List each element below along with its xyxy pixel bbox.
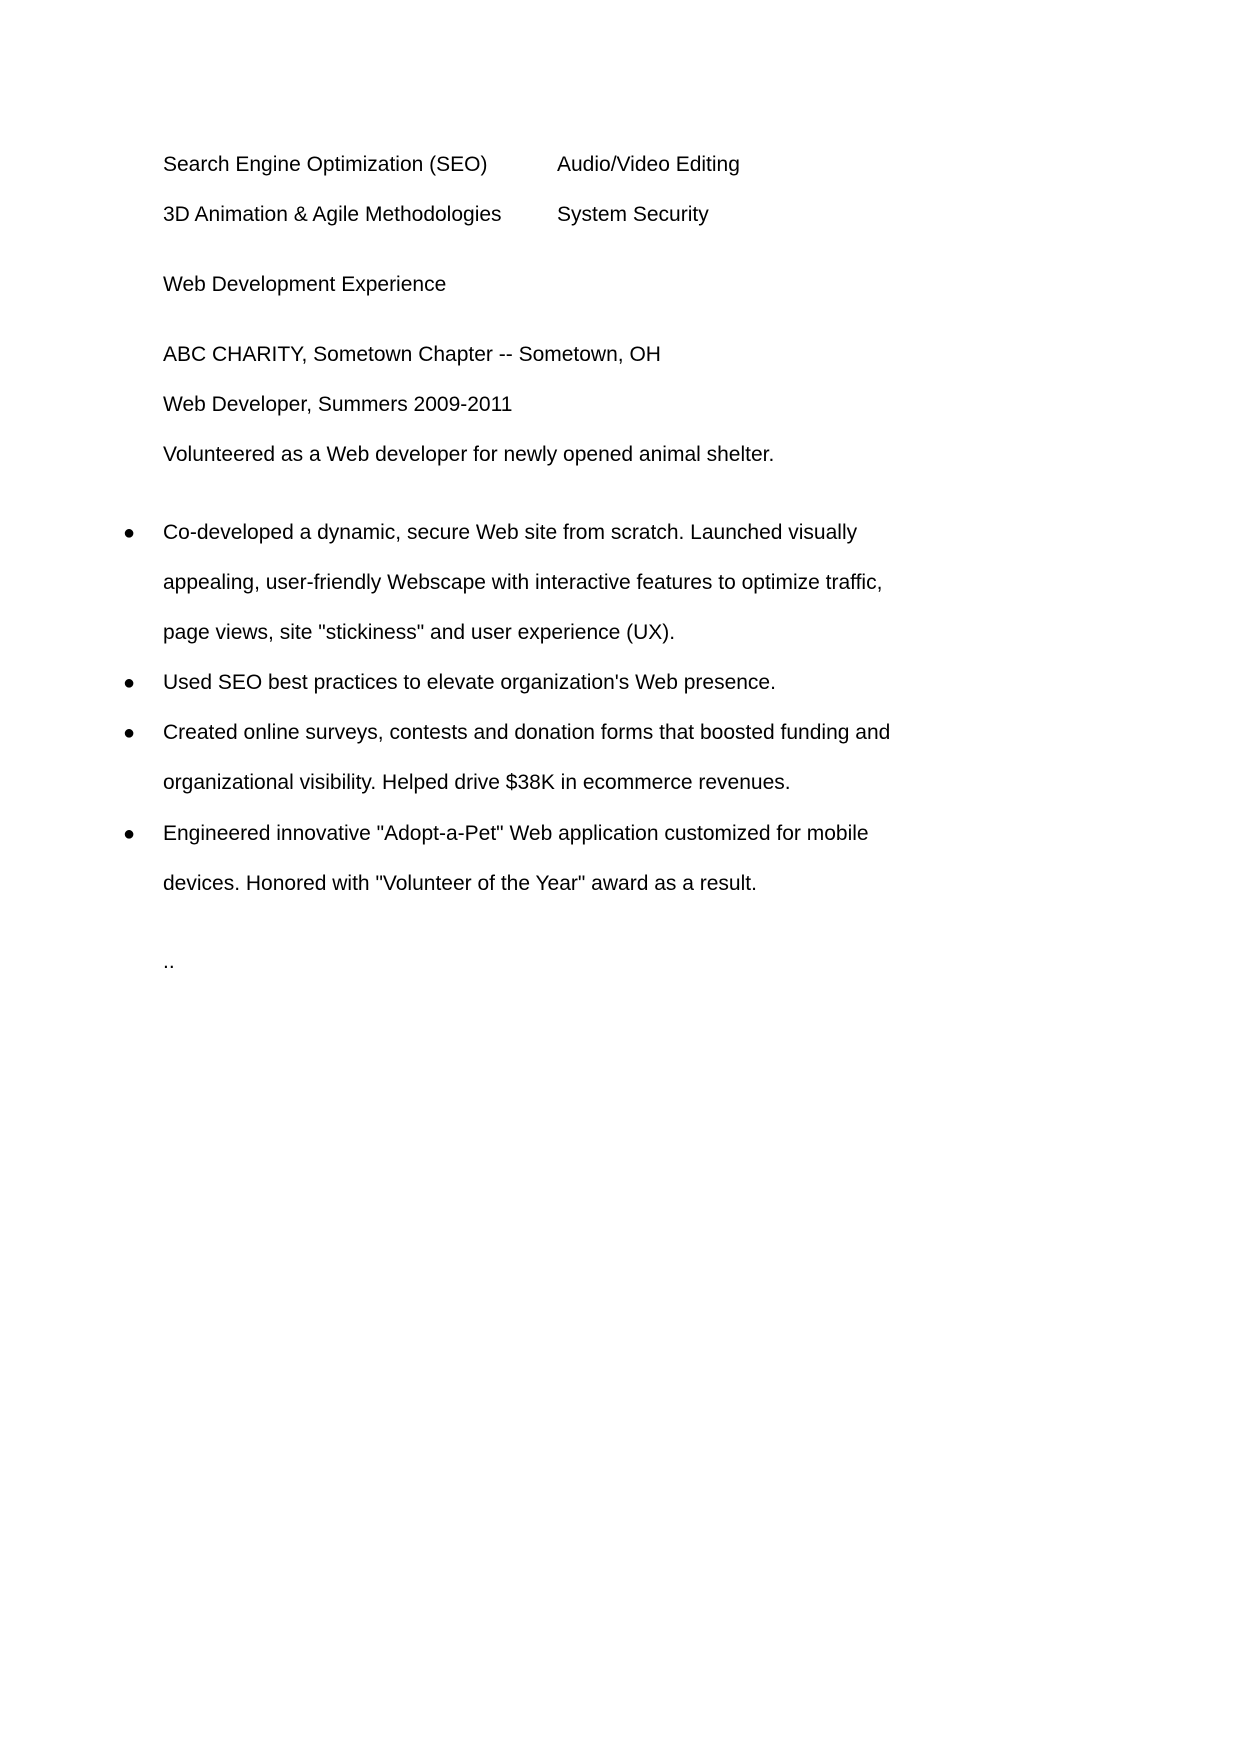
- trailing-mark: ..: [163, 950, 175, 973]
- section-heading: Web Development Experience: [163, 273, 447, 296]
- bullet-2-line-1: Used SEO best practices to elevate organization's Web presence.: [163, 671, 776, 694]
- skill-seo: Search Engine Optimization (SEO): [163, 153, 488, 176]
- job-employer: ABC CHARITY, Sometown Chapter -- Sometown, OH: [163, 343, 661, 366]
- skill-3d-animation-agile: 3D Animation & Agile Methodologies: [163, 203, 502, 226]
- bullet-4-line-2: devices. Honored with "Volunteer of the Year" award as a result.: [163, 872, 757, 895]
- bullet-marker: ●: [123, 823, 136, 845]
- skill-system-security: System Security: [557, 203, 709, 226]
- job-role: Web Developer, Summers 2009-2011: [163, 393, 513, 416]
- bullet-3-line-2: organizational visibility. Helped drive $38K in ecommerce revenues.: [163, 771, 791, 794]
- bullet-1-line-1: Co-developed a dynamic, secure Web site from scratch. Launched visually: [163, 521, 858, 544]
- bullet-marker: ●: [123, 722, 136, 744]
- bullet-1-line-3: page views, site "stickiness" and user experience (UX).: [163, 621, 676, 644]
- job-summary: Volunteered as a Web developer for newly opened animal shelter.: [163, 443, 775, 466]
- bullet-marker: ●: [123, 672, 136, 694]
- bullet-4-line-1: Engineered innovative "Adopt-a-Pet" Web application customized for mobile: [163, 822, 869, 845]
- bullet-3-line-1: Created online surveys, contests and donation forms that boosted funding and: [163, 721, 891, 744]
- bullet-marker: ●: [123, 522, 136, 544]
- bullet-1-line-2: appealing, user-friendly Webscape with interactive features to optimize traffic,: [163, 571, 883, 594]
- skill-audio-video-editing: Audio/Video Editing: [557, 153, 740, 176]
